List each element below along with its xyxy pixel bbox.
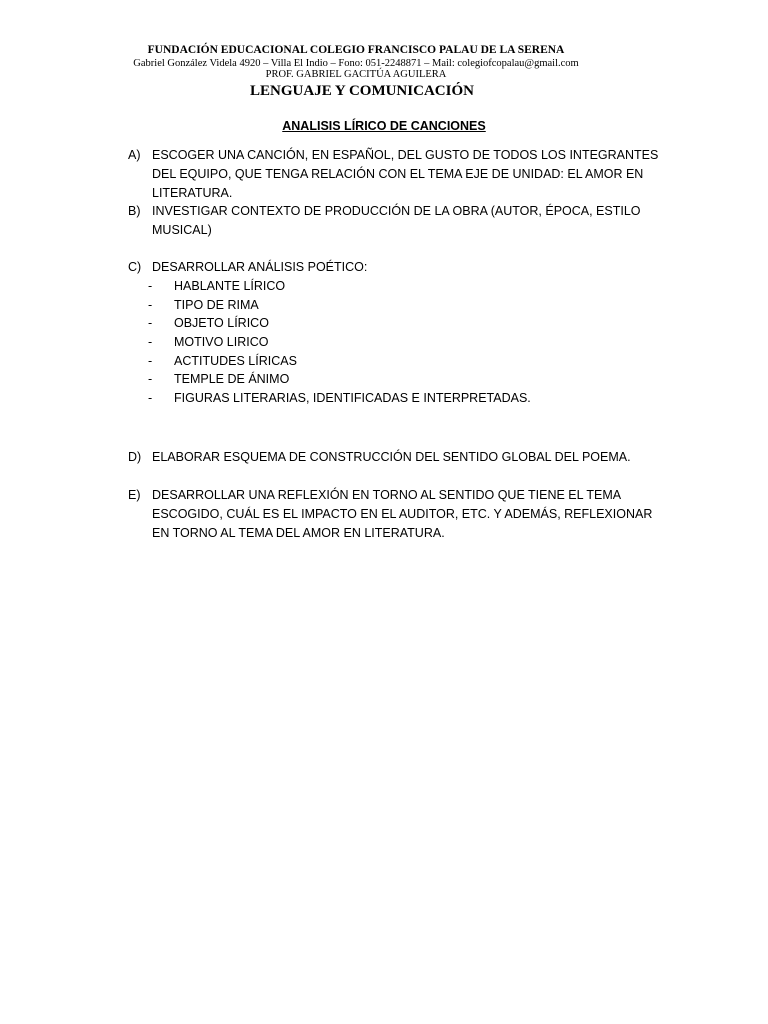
item-marker: B) <box>128 204 141 218</box>
list-item-b <box>128 202 668 240</box>
dash-bullet: - <box>148 297 153 312</box>
sublist-item-text: MOTIVO LIRICO <box>174 335 269 350</box>
document-title: ANALISIS LÍRICO DE CANCIONES <box>282 119 486 133</box>
item-text: DESARROLLAR UNA REFLEXIÓN EN TORNO AL SENTIDO QUE TIENE EL TEMA ESCOGIDO, CUÁL ES EL IMPACTO EN EL AUDITOR, ETC. Y ADEMÁS, REFLEXIONAR EN TORNO AL TEMA DEL AMOR EN LITERATURA. <box>152 488 653 540</box>
item-text: INVESTIGAR CONTEXTO DE PRODUCCIÓN DE LA OBRA (AUTOR, ÉPOCA, ESTILO MUSICAL) <box>152 204 641 237</box>
item-marker: D) <box>128 450 142 464</box>
item-text: ELABORAR ESQUEMA DE CONSTRUCCIÓN DEL SENTIDO GLOBAL DEL POEMA. <box>152 450 631 464</box>
sublist-item-text: TEMPLE DE ÁNIMO <box>174 372 290 387</box>
list-item-d <box>128 448 668 467</box>
item-marker: C) <box>128 260 142 274</box>
sublist-item-text: TIPO DE RIMA <box>174 297 259 312</box>
sublist-item-text: FIGURAS LITERARIAS, IDENTIFICADAS E INTERPRETADAS. <box>174 391 531 406</box>
dash-bullet: - <box>148 335 153 350</box>
item-marker: A) <box>128 148 141 162</box>
sublist-item-text: ACTITUDES LÍRICAS <box>174 353 297 368</box>
teacher-name: PROF. GABRIEL GACITÚA AGUILERA <box>265 69 447 80</box>
dash-bullet: - <box>148 316 153 331</box>
school-name: FUNDACIÓN EDUCACIONAL COLEGIO FRANCISCO PALAU DE LA SERENA <box>147 44 565 56</box>
list-item-a <box>128 146 668 203</box>
item-text: DESARROLLAR ANÁLISIS POÉTICO: <box>152 260 368 274</box>
school-contact-info: Gabriel González Videla 4920 – Villa El Indio – Fono: 051-2248871 – Mail: colegiofcopalau@gmail.com <box>133 58 579 69</box>
item-marker: E) <box>128 488 141 502</box>
dash-bullet: - <box>148 279 153 293</box>
sublist-item-text: HABLANTE LÍRICO <box>174 279 286 293</box>
list-item-c <box>128 258 668 277</box>
sublist-item-text: OBJETO LÍRICO <box>174 316 269 331</box>
subject-heading: LENGUAJE Y COMUNICACIÓN <box>250 83 474 99</box>
dash-bullet: - <box>148 372 153 387</box>
dash-bullet: - <box>148 353 153 368</box>
list-item-e <box>128 486 668 543</box>
item-text: ESCOGER UNA CANCIÓN, EN ESPAÑOL, DEL GUSTO DE TODOS LOS INTEGRANTES DEL EQUIPO, QUE TENGA RELACIÓN CON EL TEMA EJE DE UNIDAD: EL AMOR EN LITERATURA. <box>152 148 659 200</box>
dash-bullet: - <box>148 391 153 406</box>
